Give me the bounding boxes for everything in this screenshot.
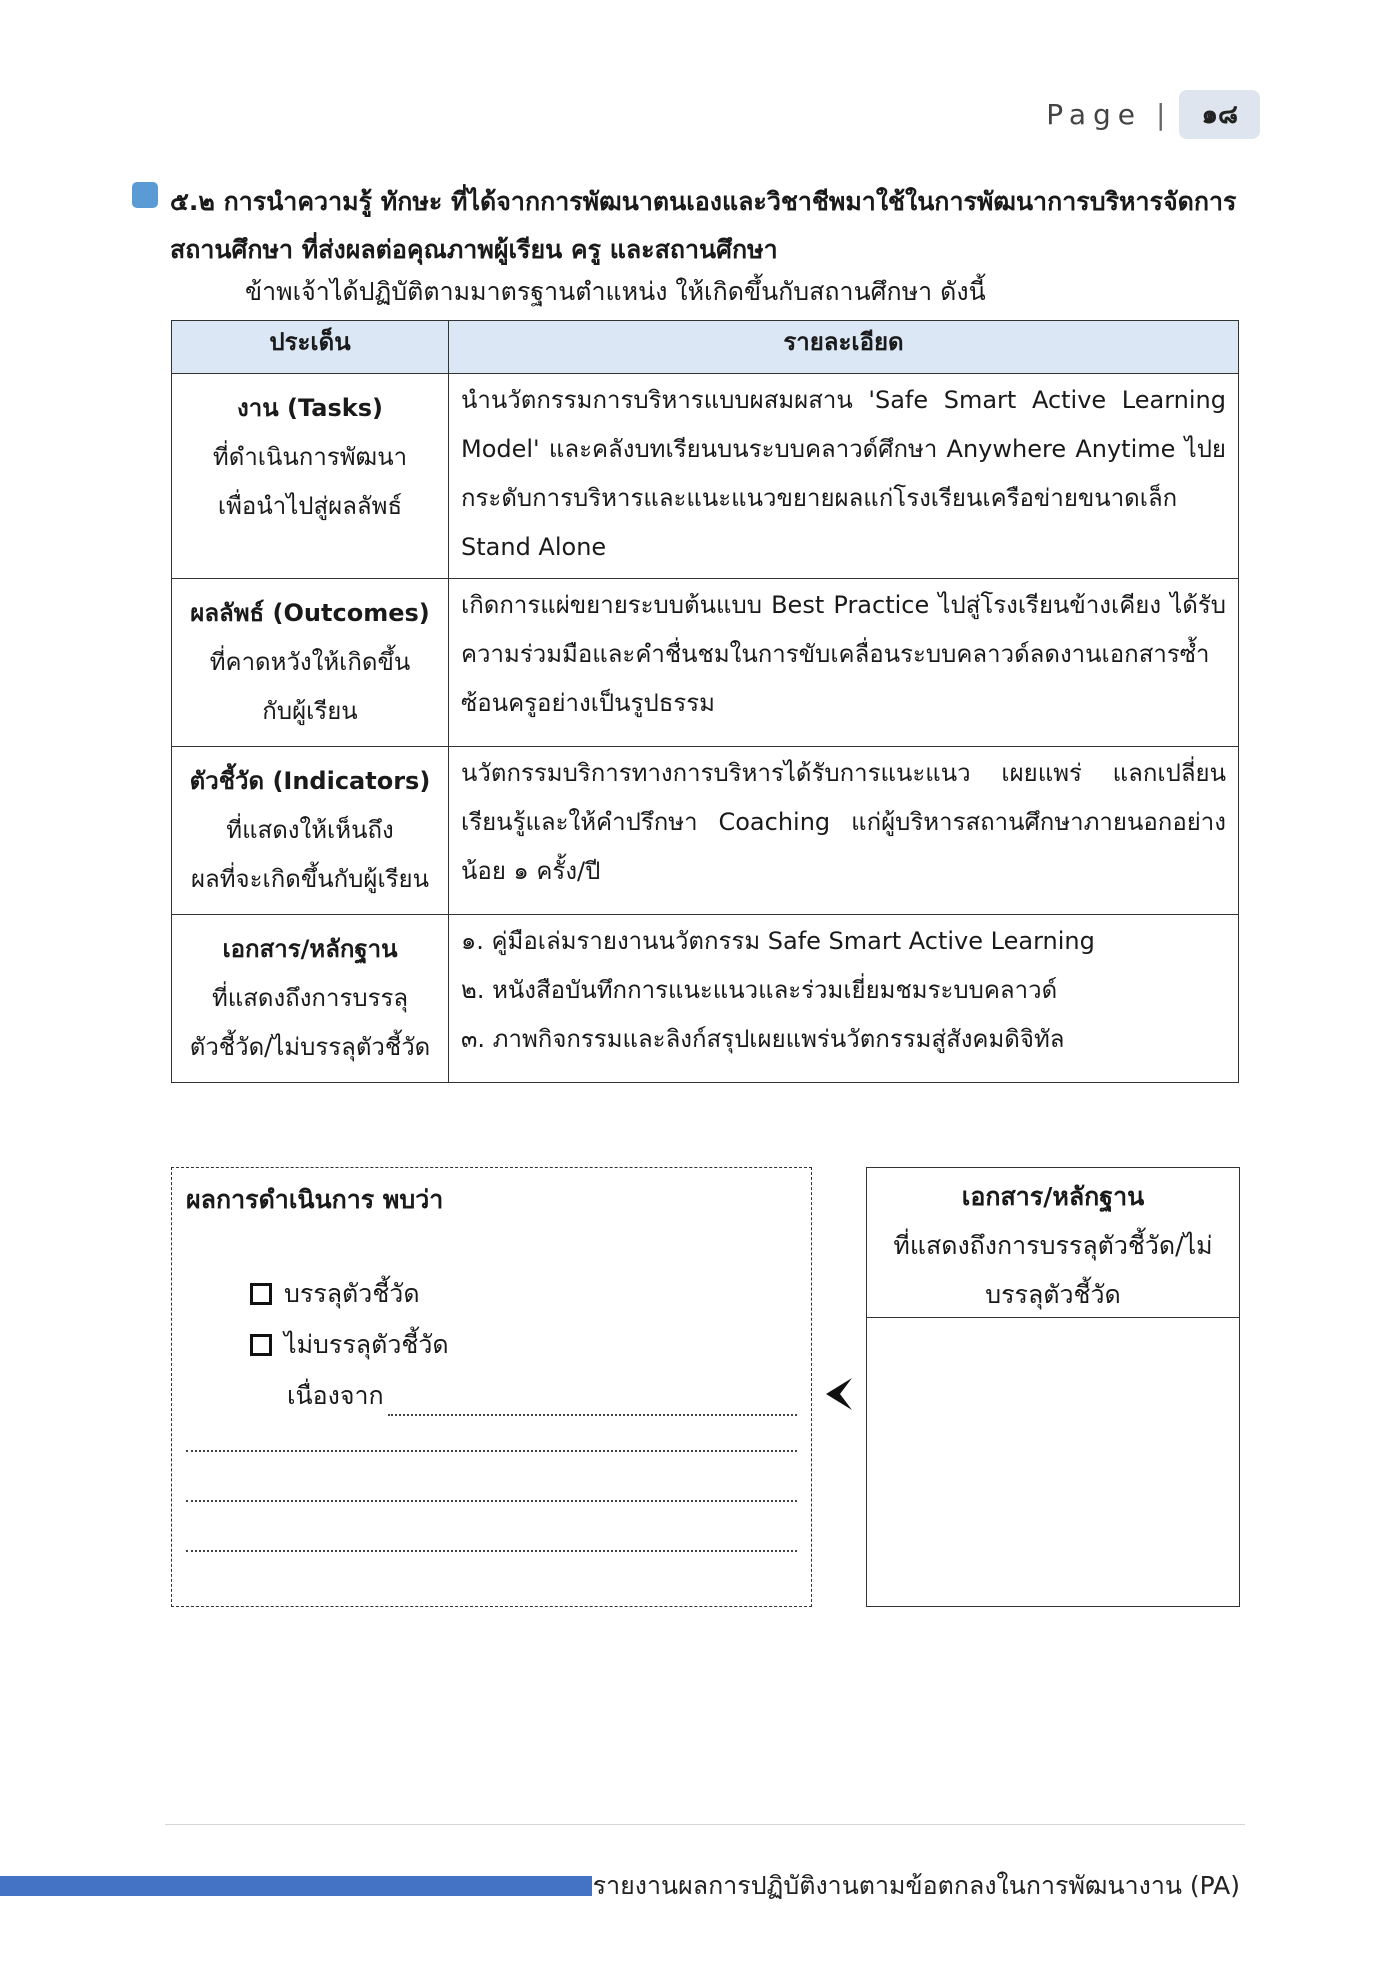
topic-cell — [172, 915, 449, 1083]
topic-subtitle: ที่คาดหวังให้เกิดขึ้น — [209, 648, 411, 676]
empty-checkbox-icon[interactable] — [250, 1283, 272, 1305]
evidence-list-item: ๑. คู่มือเล่มรายงานนวัตกรรม Safe Smart Active Learning — [461, 927, 1095, 955]
fill-in-line[interactable] — [186, 1450, 797, 1452]
evidence-content-area[interactable] — [867, 1318, 1239, 1606]
topic-title: งาน (Tasks) — [237, 394, 383, 422]
empty-checkbox-icon[interactable] — [250, 1334, 272, 1356]
page-label: Page — [1046, 98, 1142, 131]
fill-in-line[interactable] — [186, 1550, 797, 1552]
evidence-list-cell — [449, 915, 1239, 1083]
detail-cell: นวัตกรรมบริการทางการบริหารได้รับการแนะแนว เผยแพร่ แลกเปลี่ยนเรียนรู้และให้คำปรึกษา Coaching แก่ผู้บริหารสถานศึกษาภายนอกอย่างน้อย ๑ ครั้ง/ปี — [449, 747, 1239, 915]
detail-cell: นำนวัตกรรมการบริหารแบบผสมผสาน 'Safe Smart Active Learning Model' และคลังบทเรียนบนระบบคลาวด์ศึกษา Anywhere Anytime ไปยกระดับการบริหารและแนะแนวขยายผลแก่โรงเรียนเครือข่ายขนาดเล็ก Stand Alone — [449, 374, 1239, 579]
intro-text: ข้าพเจ้าได้ปฏิบัติตามมาตรฐานตำแหน่ง ให้เกิดขึ้นกับสถานศึกษา ดังนี้ — [245, 277, 986, 306]
footer-accent-bar — [0, 1876, 592, 1896]
topic-subtitle: เพื่อนำไปสู่ผลลัพธ์ — [217, 492, 403, 520]
table-row — [172, 374, 1239, 579]
evidence-subtitle: ที่แสดงถึงการบรรลุตัวชี้วัด/ไม่ — [893, 1231, 1213, 1260]
evidence-subtitle: บรรลุตัวชี้วัด — [985, 1280, 1121, 1309]
column-header-detail: รายละเอียด — [449, 321, 1239, 374]
topic-title: ตัวชี้วัด (Indicators) — [189, 767, 431, 795]
detail-cell: เกิดการแผ่ขยายระบบต้นแบบ Best Practice ไปสู่โรงเรียนข้างเคียง ได้รับความร่วมมือและคำชื่นชมในการขับเคลื่อนระบบคลาวด์ลดงานเอกสารซ้ำซ้อนครูอย่างเป็นรูปธรรม — [449, 579, 1239, 747]
topic-subtitle: ที่แสดงถึงการบรรลุ — [211, 984, 409, 1012]
topic-subtitle: ผลที่จะเกิดขึ้นกับผู้เรียน — [190, 865, 430, 893]
table-row — [172, 915, 1239, 1083]
blue-square-bullet-icon — [132, 182, 158, 208]
evidence-title: เอกสาร/หลักฐาน — [961, 1182, 1145, 1211]
section-title-line-2: สถานศึกษา ที่ส่งผลต่อคุณภาพผู้เรียน ครู และสถานศึกษา — [170, 235, 778, 264]
topic-subtitle: ที่แสดงให้เห็นถึง — [226, 816, 394, 844]
column-header-topic: ประเด็น — [172, 321, 449, 374]
arrowhead-left-icon — [824, 1376, 854, 1412]
section-title-line-1: ๕.๒ การนำความรู้ ทักษะ ที่ได้จากการพัฒนาตนเองและวิชาชีพมาใช้ในการพัฒนาการบริหารจัดการ — [170, 187, 1237, 216]
not-achieved-option[interactable] — [250, 1325, 449, 1365]
footer-text: รายงานผลการปฏิบัติงานตามข้อตกลงในการพัฒนางาน (PA) — [592, 1871, 1240, 1900]
because-label: เนื่องจาก — [287, 1381, 384, 1410]
page-separator: | — [1156, 98, 1166, 131]
not-achieved-label: ไม่บรรลุตัวชี้วัด — [284, 1330, 449, 1359]
table-header-row — [172, 321, 1239, 374]
table-row — [172, 579, 1239, 747]
evidence-box — [866, 1167, 1240, 1607]
topic-title: เอกสาร/หลักฐาน — [222, 935, 398, 963]
page-number-badge: ๑๘ — [1179, 90, 1260, 139]
topic-subtitle: กับผู้เรียน — [262, 697, 358, 725]
results-heading: ผลการดำเนินการ พบว่า — [186, 1185, 444, 1214]
evidence-box-header — [867, 1168, 1239, 1318]
topic-cell — [172, 747, 449, 915]
fill-in-line[interactable] — [186, 1500, 797, 1502]
section-title — [130, 178, 1250, 274]
because-line[interactable] — [287, 1376, 797, 1416]
topic-subtitle: ตัวชี้วัด/ไม่บรรลุตัวชี้วัด — [189, 1033, 431, 1061]
topic-title: ผลลัพธ์ (Outcomes) — [190, 599, 430, 627]
topic-cell — [172, 374, 449, 579]
evidence-list-item: ๒. หนังสือบันทึกการแนะแนวและร่วมเยี่ยมชมระบบคลาวด์ — [461, 976, 1058, 1004]
achieved-label: บรรลุตัวชี้วัด — [284, 1279, 420, 1308]
because-fill-line[interactable] — [388, 1388, 797, 1416]
page-header — [1046, 90, 1260, 139]
evidence-list-item: ๓. ภาพกิจกรรมและลิงก์สรุปเผยแพร่นวัตกรรมสู่สังคมดิจิทัล — [461, 1025, 1065, 1053]
topic-cell — [172, 579, 449, 747]
achieved-option[interactable] — [250, 1274, 420, 1314]
results-box — [171, 1167, 812, 1607]
footer-divider — [165, 1824, 1245, 1825]
topic-subtitle: ที่ดำเนินการพัฒนา — [212, 443, 408, 471]
table-row — [172, 747, 1239, 915]
development-table — [171, 320, 1239, 1083]
